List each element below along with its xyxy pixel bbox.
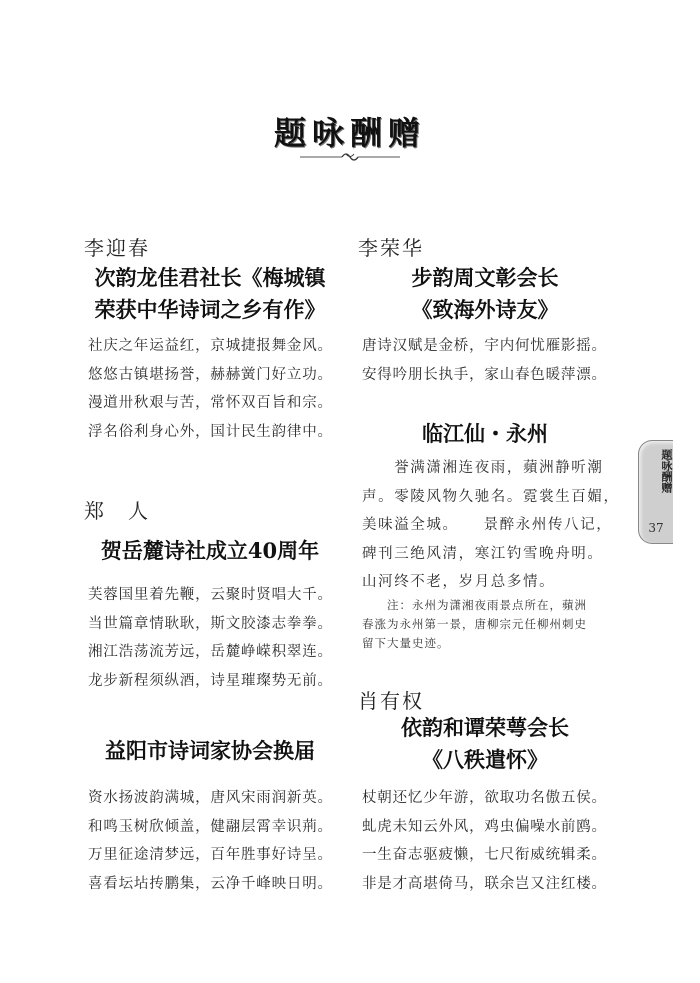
poem-line: 美味溢全城。 景醉永州传八记， — [362, 517, 613, 533]
poem-line: 安得吟朋长执手，家山春色暖萍漂。 — [362, 366, 607, 383]
title-ornament — [290, 150, 410, 164]
poem-line: 一生奋志驱疲懒，七尺衔威统辑柔。 — [362, 847, 607, 863]
poem-line: 悠悠古镇堪扬誉，赫赫黉门好立功。 — [88, 366, 333, 383]
poem-line: 漫道卅秋艰与苦，常怀双百旨和宗。 — [88, 395, 333, 411]
poem-line: 浮名俗利身心外，国计民生韵律中。 — [88, 423, 333, 440]
poem-title: 贺岳麓诗社成立40周年 — [100, 538, 320, 563]
poem-title: 临江仙・永州 — [422, 421, 548, 446]
poem-title: 步韵周文彰会长 《致海外诗友》 — [411, 265, 559, 322]
poem-line: 湘江浩荡流芳远，岳麓峥嵘积翠连。 — [88, 644, 333, 660]
poem-body — [362, 332, 607, 389]
poem-line: 当世篇章情耿耿，斯文胶漆志拳拳。 — [88, 615, 333, 632]
poem-body — [88, 784, 333, 898]
poem-line: 非是才高堪倚马，联余岂又注红楼。 — [362, 875, 607, 892]
poem-title: 依韵和谭荣萼会长 《八秩遣怀》 — [401, 715, 569, 772]
poem-line: 资水扬波韵满城，唐风宋雨润新英。 — [88, 790, 333, 806]
section-title: 题咏酬赠 — [273, 114, 426, 152]
poem-author: 李迎春 — [84, 236, 150, 260]
poem-author: 郑 人 — [84, 499, 150, 523]
poem-body — [88, 581, 333, 695]
page-number: 37 — [648, 521, 664, 535]
poem-line: 芙蓉国里着先鞭，云聚时贤唱大千。 — [88, 587, 333, 603]
poem-line: 唐诗汉赋是金桥，宇内何忧雁影摇。 — [362, 338, 607, 354]
section-side-tab — [638, 440, 673, 544]
poem-line: 龙步新程须纵酒，诗星璀璨势无前。 — [88, 672, 333, 689]
poem-note: 注：永州为潇湘夜雨景点所在，蘋洲 春涨为永州第一景，唐柳宗元任柳州刺史 留下大量史迹。 — [362, 598, 587, 650]
poem-line: 誉满潇湘连夜雨，蘋洲静听潮 — [362, 460, 604, 476]
poem-line: 喜看坛坫抟鹏集，云净千峰映日明。 — [88, 875, 333, 892]
poem-author: 肖有权 — [358, 689, 424, 713]
side-tab-title: 题咏酬赠 — [660, 449, 673, 493]
poem-line: 山河终不老，岁月总多情。 — [362, 574, 556, 590]
poem-line: 虬虎未知云外风，鸡虫偏噪水前鸥。 — [362, 818, 607, 835]
poem-line: 杖朝还忆少年游，欲取功名傲五侯。 — [362, 790, 607, 806]
poem-line: 碑刊三绝风清，寒江钓雪晚舟明。 — [362, 545, 604, 562]
poem-body — [88, 332, 333, 446]
poem-body — [362, 784, 607, 898]
poem-title: 次韵龙佳君社长《梅城镇 荣获中华诗词之乡有作》 — [94, 265, 326, 322]
poem-title: 益阳市诗词家协会换届 — [105, 738, 315, 763]
ci-body — [362, 454, 620, 597]
poem-line: 声。零陵风物久驰名。霓裳生百媚， — [362, 488, 620, 505]
poem-line: 和鸣玉树欣倾盖，健翮层霄幸识荊。 — [88, 818, 333, 835]
poem-author: 李荣华 — [358, 236, 424, 260]
poem-line: 社庆之年运益红，京城捷报舞金风。 — [88, 338, 333, 354]
poem-line: 万里征途清梦远，百年胜事好诗呈。 — [88, 847, 333, 863]
page-header — [0, 108, 700, 154]
